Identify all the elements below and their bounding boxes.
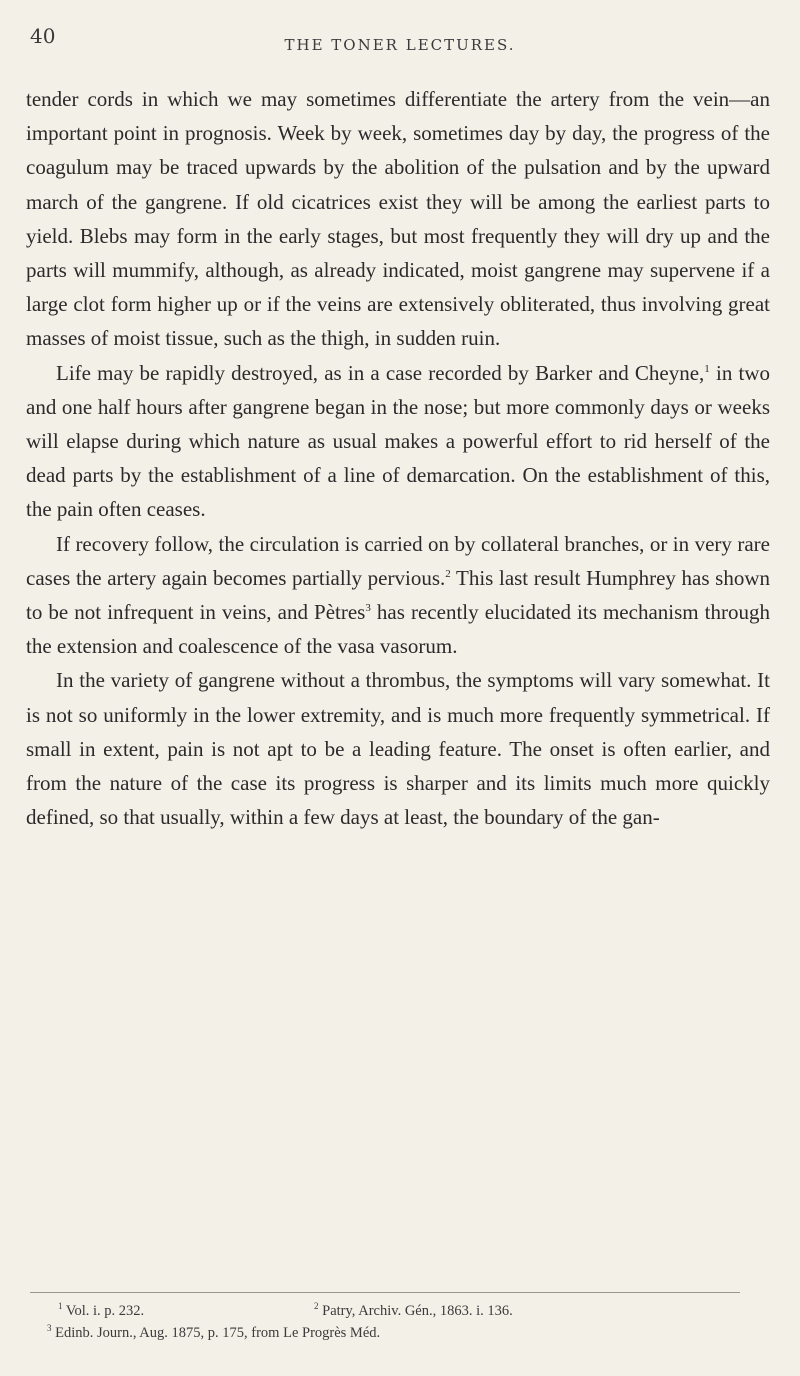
paragraph-4 <box>26 663 770 834</box>
footnote-ref: 2 <box>445 567 451 580</box>
footnote-text: Edinb. Journ., Aug. 1875, p. 175, from Le Progrès Méd. <box>51 1325 381 1341</box>
footnotes <box>30 1300 750 1344</box>
paragraph-1 <box>26 82 770 356</box>
footnote-divider <box>30 1292 740 1293</box>
footnote-ref: 3 <box>365 602 371 615</box>
footnote-marker: 2 <box>314 1301 319 1312</box>
page-number: 40 <box>30 24 56 48</box>
footnote-marker: 1 <box>58 1301 63 1312</box>
paragraph-text: in two and one half hours after gangrene began in the nose; but more commonly days or weeks will elapse during which nature as usual makes a powerful effort to rid herself of the dead parts by the establishment of a line of demarcation. On the establishment of this, the pain often ceases. <box>26 360 770 522</box>
footnote-row <box>30 1322 750 1344</box>
footnote-3 <box>30 1322 380 1344</box>
footnote-text: Vol. i. p. 232. <box>62 1303 145 1319</box>
footnote-text: Patry, Archiv. Gén., 1863. i. 136. <box>318 1303 513 1319</box>
footnote-1 <box>30 1300 314 1322</box>
paragraph-text: If recovery follow, the circulation is carried on by collateral branches, or in very rare cases the artery again becomes partially pervious. <box>26 531 770 590</box>
footnote-marker: 3 <box>47 1323 52 1334</box>
footnote-row <box>30 1300 750 1322</box>
footnote-ref: 1 <box>704 362 710 375</box>
paragraph-3 <box>26 527 770 664</box>
paragraph-text: Life may be rapidly destroyed, as in a case recorded by Barker and Cheyne, <box>56 360 705 385</box>
paragraph-text: tender cords in which we may sometimes differentiate the artery from the vein—an important point in prognosis. Week by week, sometimes day by day, the progress of the coagulum may be traced upwards by the abolition of the pulsation and by the upward march of the gangrene. If old cicatrices exist they will be among the earliest parts to yield. Blebs may form in the early stages, but most frequently they will dry up and the parts will mummify, although, as already indicated, moist gangrene may supervene if a large clot form higher up or if the veins are extensively obliterated, thus involving great masses of moist tissue, such as the thigh, in sudden ruin. <box>26 87 770 351</box>
paragraph-text: This last result Humphrey has shown to be not infrequent in veins, and Pètres <box>26 565 770 625</box>
footnote-2 <box>314 1300 513 1322</box>
paragraph-text: has recently elucidated its mechanism through the extension and coalescence of the vasa vasorum. <box>26 600 771 659</box>
running-head: THE TONER LECTURES. <box>284 36 516 54</box>
body-text <box>26 82 770 834</box>
paragraph-2 <box>26 356 770 527</box>
paragraph-text: In the variety of gangrene without a thrombus, the symptoms will vary somewhat. It is not so uniformly in the lower extremity, and is much more frequently symmetrical. If small in extent, pain is not apt to be a leading feature. The onset is often earlier, and from the nature of the case its progress is sharper and its limits much more quickly defined, so that usually, within a few days at least, the boundary of the gan- <box>26 668 770 830</box>
